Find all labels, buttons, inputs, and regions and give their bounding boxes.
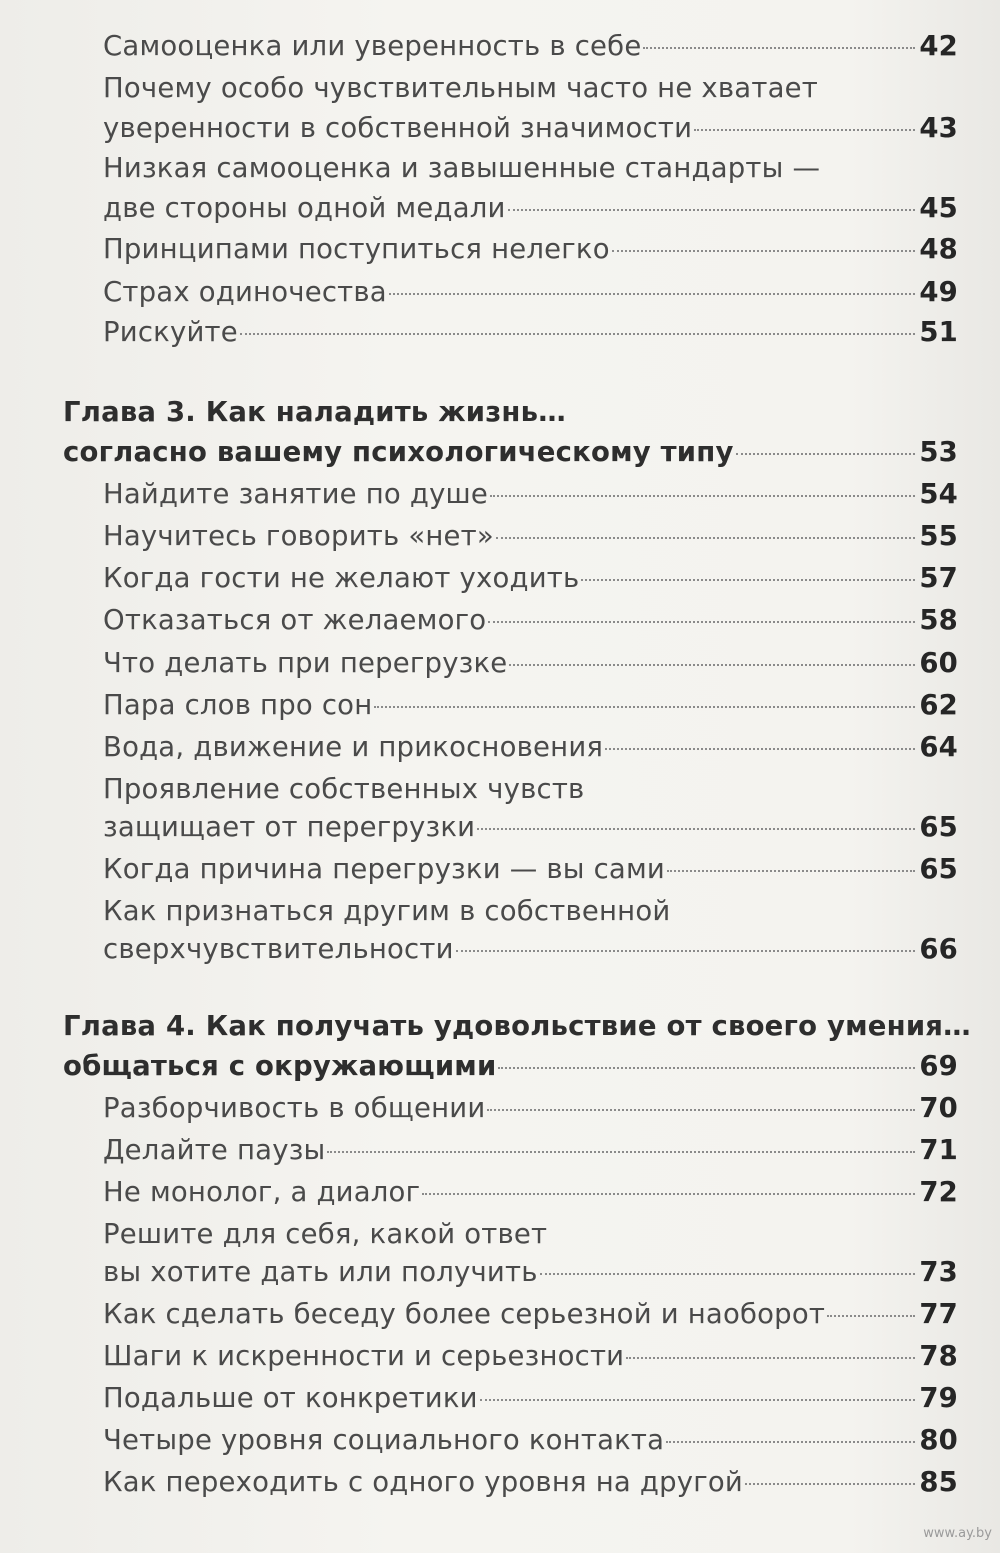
chapter-3-title-line1: Глава 3. Как наладить жизнь… bbox=[63, 396, 566, 428]
toc-entry-title-line1: Почему особо чувствительным часто не хватает bbox=[103, 72, 818, 104]
toc-entry-title-line1: Решите для себя, какой ответ bbox=[103, 1218, 548, 1250]
toc-entry-title: Пара слов про сон bbox=[103, 689, 373, 721]
toc-entry-page: 70 bbox=[919, 1092, 958, 1124]
dot-leader bbox=[667, 870, 915, 872]
toc-entry-title: Отказаться от желаемого bbox=[103, 604, 487, 636]
toc-entry-title: Делайте паузы bbox=[103, 1134, 326, 1166]
chapter-3-title-line2: согласно вашему психологическому типу bbox=[63, 436, 734, 468]
chapter-4-heading bbox=[63, 1050, 958, 1082]
toc-entry-title: Когда гости не желают уходить bbox=[103, 562, 580, 594]
toc-entry-page: 57 bbox=[919, 562, 958, 594]
toc-entry bbox=[103, 933, 958, 965]
chapter-4-title-line2: общаться с окружающими bbox=[63, 1050, 497, 1082]
toc-entry-title-line1: Как признаться другим в собственной bbox=[103, 895, 671, 927]
toc-entry bbox=[103, 276, 958, 308]
toc-entry bbox=[103, 1256, 958, 1288]
toc-entry-title: Что делать при перегрузке bbox=[103, 647, 508, 679]
toc-entry-page: 42 bbox=[919, 30, 958, 62]
dot-leader bbox=[827, 1315, 915, 1317]
toc-entry-page: 48 bbox=[919, 233, 958, 265]
chapter-4-page: 69 bbox=[919, 1050, 958, 1082]
toc-entry-title-line2: уверенности в собственной значимости bbox=[103, 112, 693, 144]
toc-entry-page: 65 bbox=[919, 853, 958, 885]
toc-entry bbox=[103, 689, 958, 721]
toc-entry-title: Принципами поступиться нелегко bbox=[103, 233, 610, 265]
chapter-4-title-line1: Глава 4. Как получать удовольствие от своего умения… bbox=[63, 1010, 971, 1042]
toc-entry bbox=[103, 811, 958, 843]
toc-entry-title-line2: сверхчувствительности bbox=[103, 933, 454, 965]
toc-entry-page: 72 bbox=[919, 1176, 958, 1208]
dot-leader bbox=[374, 706, 915, 708]
dot-leader bbox=[327, 1151, 915, 1153]
toc-entry-title: Самооценка или уверенность в себе bbox=[103, 30, 642, 62]
toc-entry bbox=[103, 192, 958, 224]
toc-entry-page: 58 bbox=[919, 604, 958, 636]
toc-entry-page: 45 bbox=[919, 192, 958, 224]
dot-leader bbox=[612, 250, 916, 252]
dot-leader bbox=[422, 1193, 915, 1195]
toc-entry-title: Страх одиночества bbox=[103, 276, 387, 308]
toc-entry-page: 79 bbox=[919, 1382, 958, 1414]
toc-entry-page: 43 bbox=[919, 112, 958, 144]
dot-leader bbox=[490, 495, 915, 497]
toc-entry-page: 49 bbox=[919, 276, 958, 308]
toc-entry bbox=[103, 233, 958, 265]
dot-leader bbox=[736, 453, 916, 455]
toc-entry-title: Как сделать беседу более серьезной и наоборот bbox=[103, 1298, 826, 1330]
toc-entry bbox=[103, 478, 958, 510]
toc-entry bbox=[103, 647, 958, 679]
toc-entry bbox=[103, 853, 958, 885]
dot-leader bbox=[508, 209, 916, 211]
dot-leader bbox=[496, 537, 915, 539]
toc-entry bbox=[103, 1466, 958, 1498]
toc-entry-title: Четыре уровня социального контакта bbox=[103, 1424, 665, 1456]
toc-entry-title: Шаги к искренности и серьезности bbox=[103, 1340, 625, 1372]
toc-entry-page: 65 bbox=[919, 811, 958, 843]
dot-leader bbox=[480, 1399, 916, 1401]
toc-entry-title-line2: защищает от перегрузки bbox=[103, 811, 476, 843]
toc-entry-page: 64 bbox=[919, 731, 958, 763]
toc-entry-title: Не монолог, а диалог bbox=[103, 1176, 421, 1208]
dot-leader bbox=[581, 579, 915, 581]
dot-leader bbox=[745, 1483, 915, 1485]
toc-entry-title: Рискуйте bbox=[103, 316, 238, 348]
chapter-3-heading bbox=[63, 436, 958, 468]
toc-entry bbox=[103, 1092, 958, 1124]
toc-entry bbox=[103, 1176, 958, 1208]
toc-entry-page: 51 bbox=[919, 316, 958, 348]
toc-entry-page: 85 bbox=[919, 1466, 958, 1498]
dot-leader bbox=[240, 333, 915, 335]
watermark: www.ay.by bbox=[923, 1526, 992, 1541]
chapter-3-page: 53 bbox=[919, 436, 958, 468]
toc-entry-title: Научитесь говорить «нет» bbox=[103, 520, 494, 552]
dot-leader bbox=[666, 1441, 915, 1443]
toc-entry-page: 60 bbox=[919, 647, 958, 679]
toc-entry bbox=[103, 1134, 958, 1166]
toc-entry bbox=[103, 1340, 958, 1372]
dot-leader bbox=[456, 950, 916, 952]
toc-entry bbox=[103, 1298, 958, 1330]
toc-entry bbox=[103, 30, 958, 62]
toc-entry-title: Когда причина перегрузки — вы сами bbox=[103, 853, 665, 885]
toc-entry-title: Подальше от конкретики bbox=[103, 1382, 478, 1414]
dot-leader bbox=[626, 1357, 915, 1359]
dot-leader bbox=[389, 293, 916, 295]
dot-leader bbox=[477, 828, 915, 830]
dot-leader bbox=[540, 1273, 916, 1275]
dot-leader bbox=[694, 129, 915, 131]
toc-entry-title-line2: вы хотите дать или получить bbox=[103, 1256, 538, 1288]
dot-leader bbox=[509, 664, 915, 666]
toc-entry-title: Разборчивость в общении bbox=[103, 1092, 486, 1124]
dot-leader bbox=[605, 748, 915, 750]
toc-entry bbox=[103, 1424, 958, 1456]
toc-entry-title: Найдите занятие по душе bbox=[103, 478, 489, 510]
toc-entry-page: 78 bbox=[919, 1340, 958, 1372]
toc-entry-title-line1: Низкая самооценка и завышенные стандарты — bbox=[103, 152, 821, 184]
toc-entry-title: Как переходить с одного уровня на другой bbox=[103, 1466, 743, 1498]
toc-entry-page: 66 bbox=[919, 933, 958, 965]
dot-leader bbox=[498, 1067, 915, 1069]
toc-entry-page: 73 bbox=[919, 1256, 958, 1288]
toc-entry-page: 77 bbox=[919, 1298, 958, 1330]
dot-leader bbox=[487, 1109, 915, 1111]
toc-entry bbox=[103, 316, 958, 348]
toc-entry-page: 54 bbox=[919, 478, 958, 510]
toc-entry bbox=[103, 604, 958, 636]
toc-entry bbox=[103, 520, 958, 552]
dot-leader bbox=[488, 621, 915, 623]
toc-entry-page: 62 bbox=[919, 689, 958, 721]
toc-entry-title-line2: две стороны одной медали bbox=[103, 192, 506, 224]
toc-entry-page: 55 bbox=[919, 520, 958, 552]
toc-entry-page: 71 bbox=[919, 1134, 958, 1166]
toc-entry bbox=[103, 112, 958, 144]
toc-entry bbox=[103, 562, 958, 594]
toc-entry-title: Вода, движение и прикосновения bbox=[103, 731, 604, 763]
toc-entry-title-line1: Проявление собственных чувств bbox=[103, 773, 585, 805]
toc-entry bbox=[103, 1382, 958, 1414]
toc-entry-page: 80 bbox=[919, 1424, 958, 1456]
dot-leader bbox=[643, 47, 915, 49]
toc-entry bbox=[103, 731, 958, 763]
